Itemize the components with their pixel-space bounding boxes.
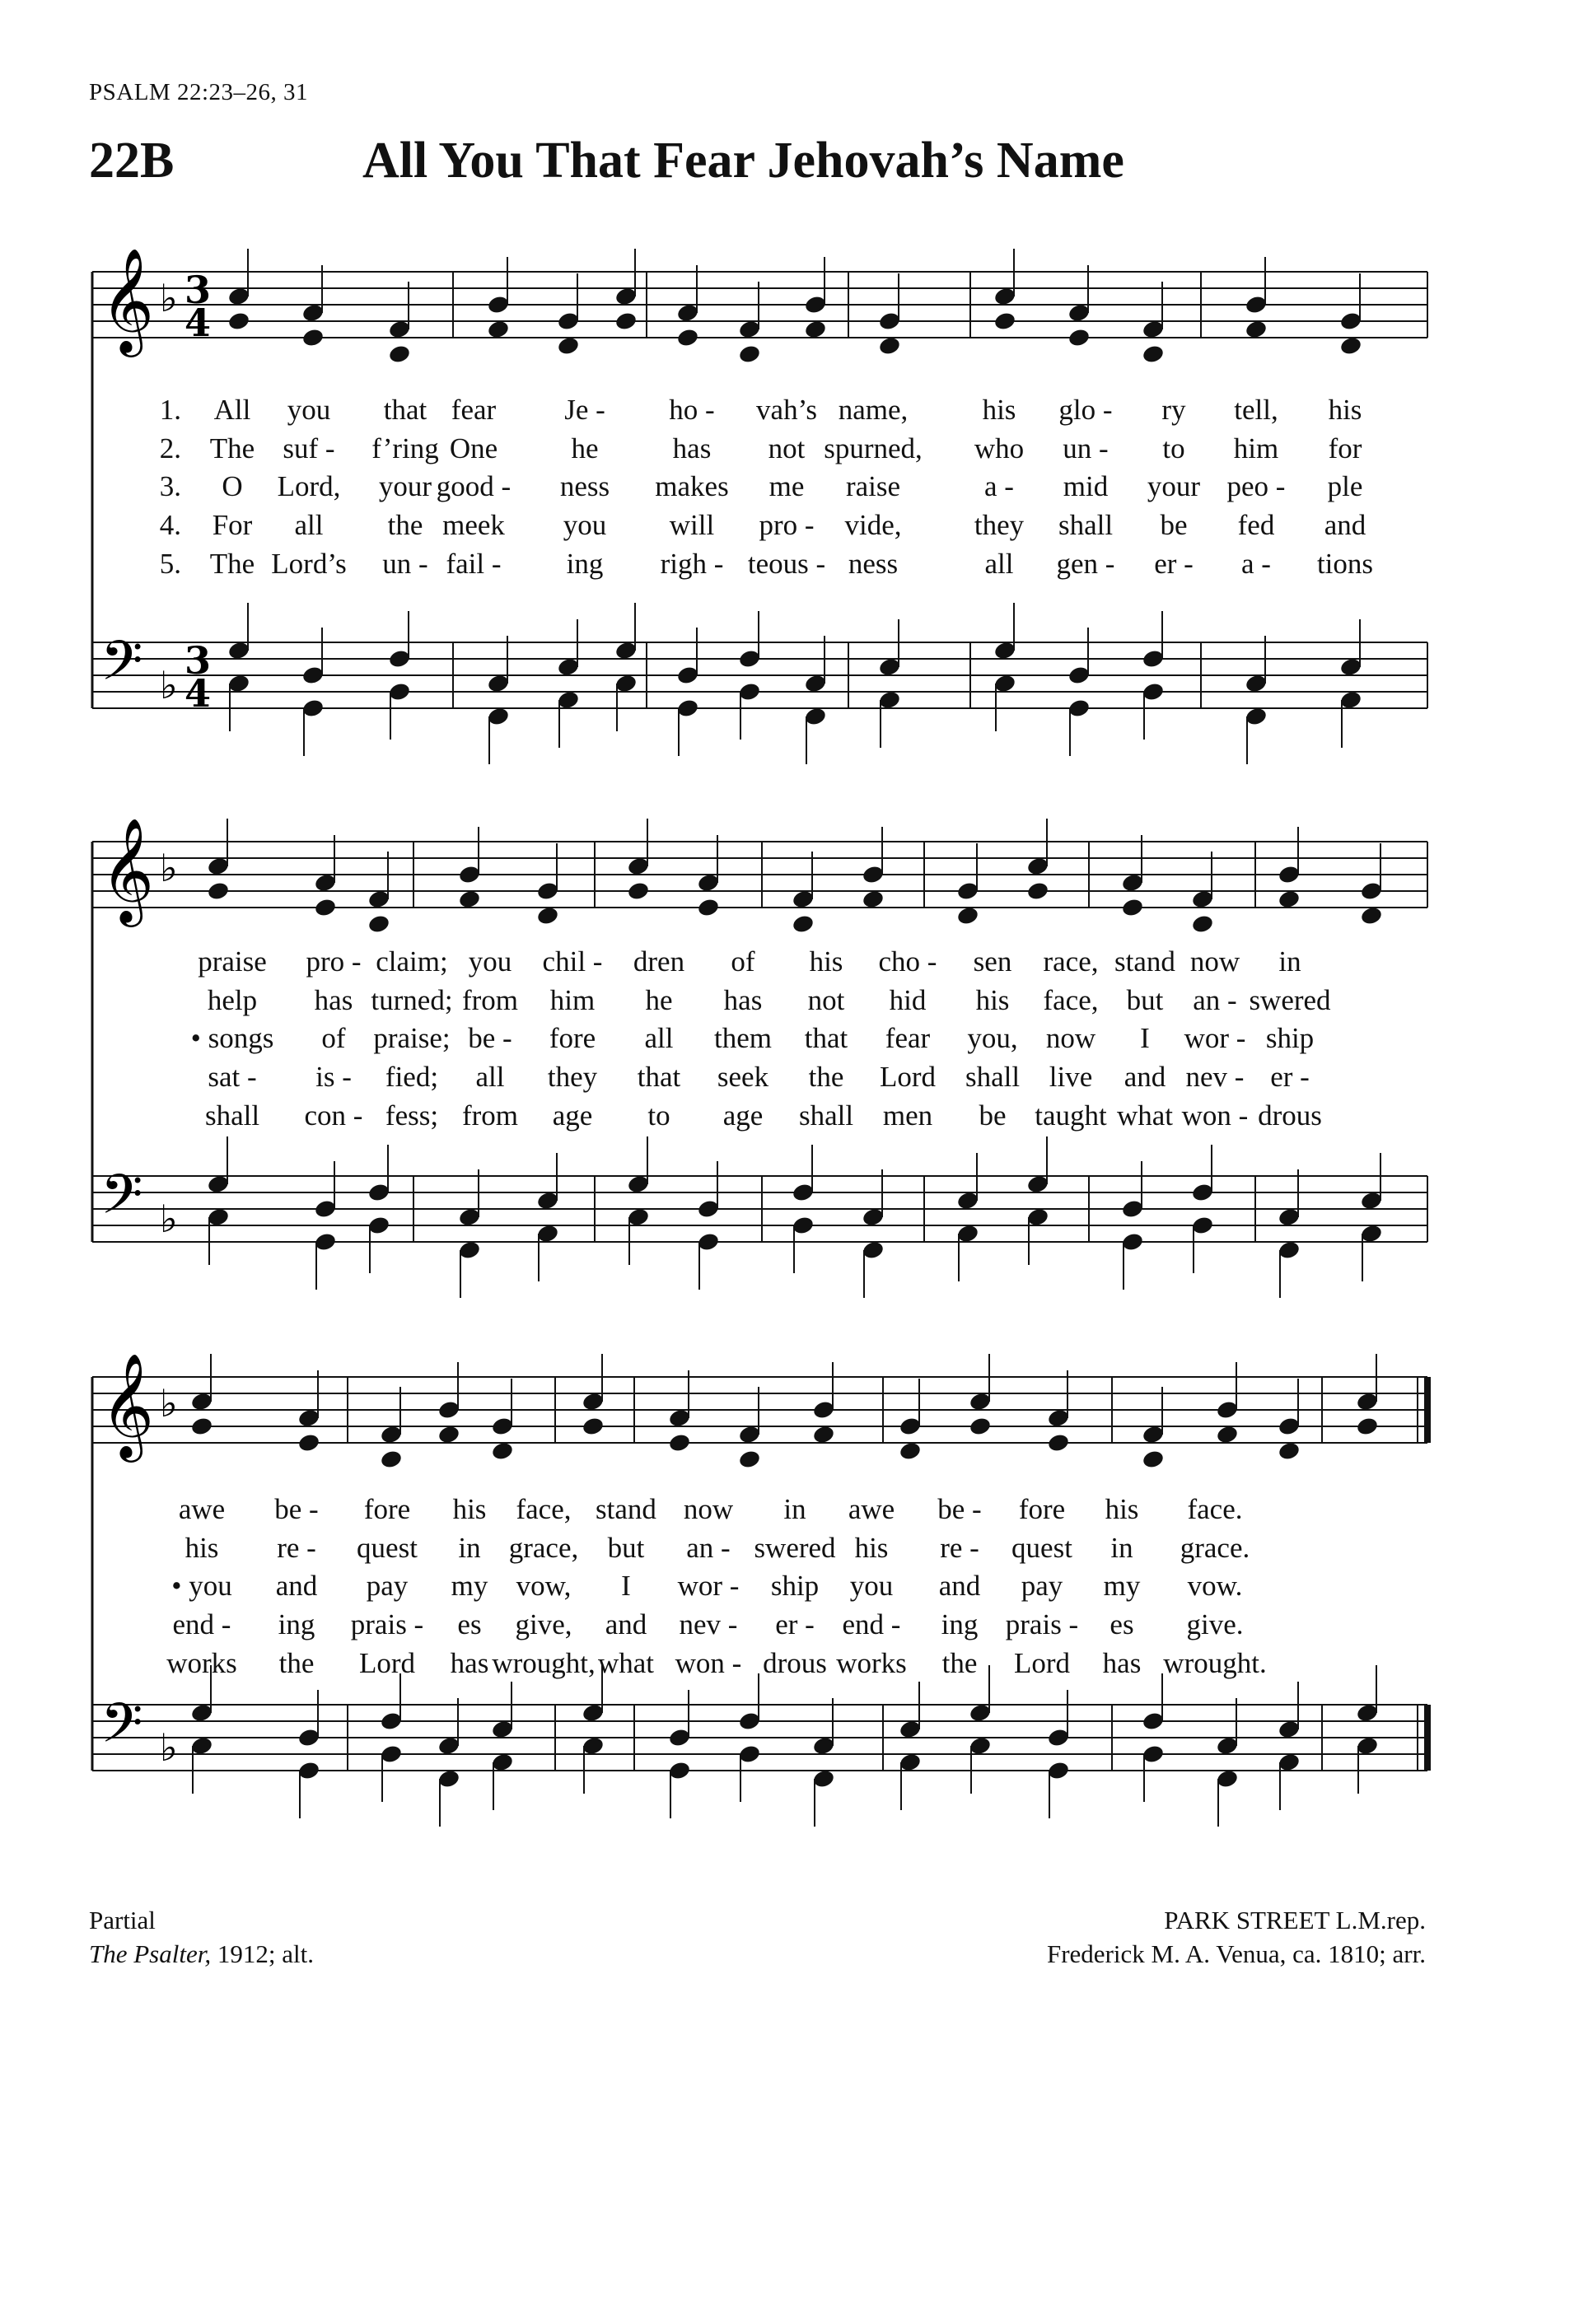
lyric-syllable: grace. bbox=[1180, 1532, 1250, 1564]
flat-key-signature-icon: ♭ bbox=[160, 276, 178, 320]
treble-clef-icon: 𝄞 bbox=[100, 817, 155, 922]
verse-number: 2. bbox=[159, 432, 181, 464]
lyric-syllable: teous - bbox=[747, 548, 826, 580]
alto-note bbox=[969, 1416, 993, 1436]
lyric-syllable: suf - bbox=[283, 432, 335, 464]
alto-note bbox=[1216, 1424, 1240, 1444]
lyric-syllable: works bbox=[836, 1647, 907, 1679]
lyric-syllable: and bbox=[275, 1570, 318, 1602]
lyric-syllable: Lord’s bbox=[271, 548, 347, 580]
lyric-syllable: Je - bbox=[564, 394, 605, 426]
footer-text-source bbox=[89, 1939, 314, 1969]
alto-note bbox=[614, 310, 638, 331]
alto-note bbox=[314, 897, 338, 917]
lyric-syllable: your bbox=[1147, 470, 1201, 502]
lyric-syllable: be - bbox=[937, 1493, 982, 1525]
bass-clef-icon: 𝄢 bbox=[100, 1163, 143, 1239]
lyric-syllable: will bbox=[669, 509, 715, 541]
lyric-syllable: age bbox=[552, 1099, 593, 1132]
alto-note bbox=[738, 1449, 762, 1469]
time-signature-bottom: 4 bbox=[185, 301, 212, 345]
flat-key-signature-icon: ♭ bbox=[160, 846, 178, 890]
lyric-syllable: all bbox=[294, 509, 324, 541]
verse-number: 3. bbox=[159, 470, 181, 502]
alto-note bbox=[1339, 335, 1363, 356]
lyric-syllable: all bbox=[984, 548, 1014, 580]
alto-note bbox=[458, 889, 482, 909]
lyric-syllable: fear bbox=[885, 1022, 931, 1054]
lyric-syllable: be - bbox=[274, 1493, 319, 1525]
lyric-syllable: wrought. bbox=[1163, 1647, 1267, 1679]
lyric-syllable: age bbox=[722, 1099, 764, 1132]
lyric-syllable: in bbox=[458, 1532, 481, 1564]
lyric-syllable: er - bbox=[1154, 548, 1194, 580]
lyric-syllable: quest bbox=[1011, 1532, 1072, 1564]
lyric-syllable: For bbox=[212, 509, 253, 541]
lyric-syllable: race, bbox=[1043, 945, 1099, 978]
lyric-syllable: pay bbox=[366, 1570, 409, 1602]
lyric-syllable: has bbox=[314, 984, 353, 1016]
lyric-syllable: mid bbox=[1063, 470, 1109, 502]
lyric-syllable: from bbox=[461, 984, 519, 1016]
alto-note bbox=[804, 319, 828, 339]
alto-note bbox=[697, 897, 721, 917]
lyric-syllable: tions bbox=[1316, 548, 1374, 580]
lyric-syllable: now bbox=[1045, 1022, 1096, 1054]
alto-note bbox=[812, 1424, 836, 1444]
bass-clef-icon: 𝄢 bbox=[100, 629, 143, 706]
alto-note bbox=[1245, 319, 1268, 339]
lyric-syllable: un - bbox=[1063, 432, 1109, 464]
lyric-syllable: face, bbox=[516, 1493, 572, 1525]
lyric-syllable: men bbox=[882, 1099, 933, 1132]
lyric-syllable: who bbox=[974, 432, 1025, 464]
lyric-syllable: fear bbox=[451, 394, 497, 426]
lyric-syllable: con - bbox=[304, 1099, 363, 1132]
lyric-syllable: his bbox=[809, 945, 843, 978]
lyric-syllable: • you bbox=[171, 1570, 232, 1602]
lyric-syllable: ness bbox=[848, 548, 899, 580]
lyric-syllable: his bbox=[975, 984, 1010, 1016]
lyric-syllable: live bbox=[1049, 1061, 1093, 1093]
time-signature-top: 3 bbox=[185, 638, 212, 683]
lyric-syllable: him bbox=[549, 984, 596, 1016]
lyric-syllable: vow, bbox=[516, 1570, 572, 1602]
lyric-syllable: sen bbox=[973, 945, 1012, 978]
verse-number: 4. bbox=[159, 509, 181, 541]
lyric-syllable: righ - bbox=[660, 548, 724, 580]
lyric-syllable: and bbox=[605, 1608, 647, 1640]
lyric-syllable: nev - bbox=[1185, 1061, 1245, 1093]
lyric-syllable: now bbox=[1189, 945, 1240, 978]
lyric-syllable: an - bbox=[1193, 984, 1237, 1016]
lyric-syllable: fore bbox=[549, 1022, 596, 1054]
lyric-syllable: that bbox=[637, 1061, 681, 1093]
footer-composer: Frederick M. A. Venua, ca. 1810; arr. bbox=[1046, 1939, 1426, 1968]
alto-note bbox=[1067, 327, 1091, 348]
lyric-syllable: is - bbox=[315, 1061, 352, 1093]
lyric-syllable: his bbox=[854, 1532, 889, 1564]
lyric-syllable: not bbox=[807, 984, 845, 1016]
lyric-syllable: fed bbox=[1237, 509, 1275, 541]
lyric-syllable: er - bbox=[1270, 1061, 1310, 1093]
alto-note bbox=[1121, 897, 1145, 917]
lyric-syllable: his bbox=[1328, 394, 1362, 426]
time-signature-bottom: 4 bbox=[185, 671, 212, 716]
alto-note bbox=[536, 905, 560, 926]
lyric-syllable: name, bbox=[838, 394, 909, 426]
lyric-syllable: be bbox=[1160, 509, 1188, 541]
flat-key-signature-icon: ♭ bbox=[160, 1381, 178, 1426]
lyric-syllable: fore bbox=[363, 1493, 411, 1525]
lyric-syllable: drous bbox=[1258, 1099, 1322, 1132]
lyric-syllable: glo - bbox=[1058, 394, 1113, 426]
lyric-syllable: nev - bbox=[679, 1608, 738, 1640]
lyric-syllable: the bbox=[387, 509, 423, 541]
lyric-syllable: drous bbox=[763, 1647, 827, 1679]
lyric-syllable: fail - bbox=[446, 548, 502, 580]
lyric-syllable: hid bbox=[889, 984, 927, 1016]
alto-note bbox=[1278, 889, 1301, 909]
lyric-syllable: swered bbox=[754, 1532, 836, 1564]
alto-note bbox=[487, 319, 511, 339]
alto-note bbox=[878, 335, 902, 356]
lyric-syllable: but bbox=[607, 1532, 645, 1564]
lyric-syllable: his bbox=[452, 1493, 487, 1525]
alto-note bbox=[227, 310, 251, 331]
lyric-syllable: and bbox=[1124, 1061, 1166, 1093]
alto-note bbox=[380, 1449, 404, 1469]
lyric-syllable: of bbox=[321, 1022, 346, 1054]
lyric-syllable: the bbox=[941, 1647, 978, 1679]
lyric-syllable: swered bbox=[1249, 984, 1331, 1016]
lyric-syllable: • songs bbox=[190, 1022, 274, 1054]
alto-note bbox=[207, 880, 231, 901]
lyric-syllable: what bbox=[1116, 1099, 1174, 1132]
flat-key-signature-icon: ♭ bbox=[160, 1725, 178, 1770]
lyric-syllable: Lord, bbox=[277, 470, 341, 502]
lyric-syllable: in bbox=[783, 1493, 806, 1525]
lyric-syllable: vide, bbox=[844, 509, 902, 541]
lyric-syllable: ing bbox=[566, 548, 604, 580]
alto-note bbox=[1360, 905, 1384, 926]
lyric-syllable: all bbox=[475, 1061, 505, 1093]
lyric-syllable: fess; bbox=[385, 1099, 439, 1132]
lyric-syllable: spurned, bbox=[824, 432, 923, 464]
lyric-syllable: shall bbox=[204, 1099, 260, 1132]
lyric-syllable: tell, bbox=[1234, 394, 1278, 426]
lyric-syllable: re - bbox=[940, 1532, 979, 1564]
lyric-syllable: and bbox=[938, 1570, 981, 1602]
lyric-syllable: pro - bbox=[759, 509, 815, 541]
lyric-syllable: an - bbox=[686, 1532, 731, 1564]
lyric-syllable: ple bbox=[1327, 470, 1363, 502]
alto-note bbox=[738, 343, 762, 364]
alto-note bbox=[899, 1440, 923, 1461]
lyric-syllable: they bbox=[974, 509, 1025, 541]
lyric-syllable: shall bbox=[965, 1061, 1021, 1093]
lyric-syllable: stand bbox=[596, 1493, 656, 1525]
treble-clef-icon: 𝄞 bbox=[100, 247, 155, 352]
lyric-syllable: es bbox=[1110, 1608, 1134, 1640]
lyric-syllable: in bbox=[1278, 945, 1301, 978]
lyric-syllable: be - bbox=[468, 1022, 512, 1054]
lyric-syllable: grace, bbox=[508, 1532, 579, 1564]
alto-note bbox=[437, 1424, 461, 1444]
lyric-syllable: un - bbox=[382, 548, 428, 580]
lyric-syllable: awe bbox=[848, 1493, 895, 1525]
lyric-syllable: wrought, bbox=[492, 1647, 596, 1679]
lyric-syllable: good - bbox=[436, 470, 512, 502]
lyric-syllable: prais - bbox=[350, 1608, 424, 1640]
footer-tune-name: PARK STREET L.M.rep. bbox=[1164, 1906, 1426, 1934]
lyric-syllable: stand bbox=[1114, 945, 1175, 978]
lyric-syllable: quest bbox=[357, 1532, 418, 1564]
alto-note bbox=[676, 327, 700, 348]
lyric-syllable: The bbox=[209, 432, 255, 464]
alto-note bbox=[1142, 1449, 1166, 1469]
lyric-syllable: ing bbox=[941, 1608, 979, 1640]
hymn-number: 22B bbox=[89, 133, 175, 189]
lyric-syllable: give. bbox=[1186, 1608, 1244, 1640]
alto-note bbox=[557, 335, 581, 356]
alto-note bbox=[1278, 1440, 1301, 1461]
lyric-syllable: chil - bbox=[542, 945, 603, 978]
lyric-syllable: raise bbox=[845, 470, 901, 502]
lyric-syllable: awe bbox=[178, 1493, 226, 1525]
lyric-syllable: end - bbox=[842, 1608, 901, 1640]
lyric-syllable: The bbox=[209, 548, 255, 580]
lyric-syllable: him bbox=[1233, 432, 1279, 464]
lyric-syllable: you, bbox=[967, 1022, 1018, 1054]
footer-partial: Partial bbox=[89, 1906, 156, 1934]
lyric-syllable: I bbox=[1140, 1022, 1150, 1054]
lyric-syllable: not bbox=[768, 432, 806, 464]
alto-note bbox=[993, 310, 1017, 331]
lyric-syllable: turned; bbox=[371, 984, 453, 1016]
lyric-syllable: end - bbox=[172, 1608, 231, 1640]
lyric-syllable: vow. bbox=[1187, 1570, 1243, 1602]
lyric-syllable: from bbox=[461, 1099, 519, 1132]
alto-note bbox=[367, 913, 391, 934]
alto-note bbox=[1142, 343, 1166, 364]
flat-key-signature-icon: ♭ bbox=[160, 663, 178, 707]
alto-note bbox=[491, 1440, 515, 1461]
lyric-syllable: the bbox=[278, 1647, 315, 1679]
lyric-syllable: ho - bbox=[669, 394, 715, 426]
lyric-syllable: of bbox=[731, 945, 755, 978]
alto-note bbox=[862, 889, 885, 909]
lyric-syllable: wor - bbox=[1184, 1022, 1246, 1054]
lyric-syllable: my bbox=[1103, 1570, 1141, 1602]
lyric-syllable: vah’s bbox=[756, 394, 817, 426]
psalm-reference: PSALM 22:23–26, 31 bbox=[89, 79, 309, 105]
lyric-syllable: dren bbox=[633, 945, 685, 978]
lyric-syllable: Lord bbox=[1013, 1647, 1071, 1679]
lyric-syllable: won - bbox=[1181, 1099, 1249, 1132]
lyric-syllable: to bbox=[1162, 432, 1185, 464]
lyric-syllable: Lord bbox=[879, 1061, 937, 1093]
lyric-syllable: has bbox=[1102, 1647, 1142, 1679]
lyric-syllable: ship bbox=[770, 1570, 820, 1602]
lyric-syllable: ness bbox=[559, 470, 610, 502]
lyric-syllable: ry bbox=[1161, 394, 1186, 426]
treble-clef-icon: 𝄞 bbox=[100, 1352, 155, 1458]
lyric-syllable: that bbox=[804, 1022, 848, 1054]
alto-note bbox=[1047, 1432, 1071, 1453]
lyric-syllable: gen - bbox=[1056, 548, 1115, 580]
alto-note bbox=[388, 343, 412, 364]
footer-source-title: The Psalter, bbox=[89, 1939, 212, 1968]
lyric-syllable: wor - bbox=[677, 1570, 740, 1602]
lyric-syllable: now bbox=[683, 1493, 734, 1525]
lyric-syllable: claim; bbox=[376, 945, 448, 978]
lyric-syllable: has bbox=[672, 432, 712, 464]
lyric-syllable: for bbox=[1328, 432, 1362, 464]
alto-note bbox=[627, 880, 651, 901]
lyric-syllable: he bbox=[571, 432, 599, 464]
lyric-syllable: Lord bbox=[358, 1647, 416, 1679]
lyric-syllable: I bbox=[621, 1570, 631, 1602]
lyric-syllable: praise bbox=[198, 945, 267, 978]
alto-note bbox=[582, 1416, 605, 1436]
bass-clef-icon: 𝄢 bbox=[100, 1692, 143, 1768]
lyric-syllable: you bbox=[563, 509, 607, 541]
lyric-syllable: One bbox=[449, 432, 498, 464]
alto-note bbox=[301, 327, 325, 348]
lyric-syllable: er - bbox=[775, 1608, 815, 1640]
alto-note bbox=[668, 1432, 692, 1453]
alto-note bbox=[1191, 913, 1215, 934]
lyric-syllable: prais - bbox=[1005, 1608, 1079, 1640]
alto-note bbox=[1026, 880, 1050, 901]
footer-source-rest: 1912; alt. bbox=[211, 1939, 314, 1968]
lyric-syllable: pro - bbox=[306, 945, 362, 978]
lyric-syllable: his bbox=[982, 394, 1016, 426]
lyric-syllable: es bbox=[457, 1608, 482, 1640]
lyric-syllable: help bbox=[207, 984, 258, 1016]
lyric-syllable: pay bbox=[1021, 1570, 1063, 1602]
alto-note bbox=[1356, 1416, 1380, 1436]
verse-number: 5. bbox=[159, 548, 181, 580]
lyric-syllable: fore bbox=[1018, 1493, 1066, 1525]
flat-key-signature-icon: ♭ bbox=[160, 1197, 178, 1241]
lyric-syllable: you bbox=[287, 394, 331, 426]
lyric-syllable: re - bbox=[277, 1532, 316, 1564]
lyric-syllable: a - bbox=[984, 470, 1014, 502]
lyric-syllable: has bbox=[450, 1647, 489, 1679]
lyric-syllable: your bbox=[378, 470, 432, 502]
alto-note bbox=[956, 905, 980, 926]
lyric-syllable: them bbox=[714, 1022, 772, 1054]
time-signature-top: 3 bbox=[185, 268, 212, 312]
lyric-syllable: a - bbox=[1241, 548, 1271, 580]
lyric-syllable: shall bbox=[1058, 509, 1114, 541]
lyric-syllable: the bbox=[808, 1061, 844, 1093]
lyric-syllable: taught bbox=[1035, 1099, 1107, 1132]
lyric-syllable: seek bbox=[717, 1061, 769, 1093]
lyric-syllable: face. bbox=[1187, 1493, 1243, 1525]
lyric-syllable: give, bbox=[515, 1608, 572, 1640]
lyric-syllable: that bbox=[383, 394, 427, 426]
hymn-title: All You That Fear Jehovah’s Name bbox=[362, 133, 1124, 189]
lyric-syllable: sat - bbox=[208, 1061, 257, 1093]
lyric-syllable: has bbox=[723, 984, 763, 1016]
lyric-syllable: ship bbox=[1265, 1022, 1315, 1054]
verse-number: 1. bbox=[159, 394, 181, 426]
lyric-syllable: O bbox=[222, 470, 243, 502]
lyric-syllable: fied; bbox=[385, 1061, 439, 1093]
lyric-syllable: shall bbox=[798, 1099, 854, 1132]
lyric-syllable: makes bbox=[655, 470, 729, 502]
lyric-syllable: his bbox=[1105, 1493, 1139, 1525]
lyric-syllable: cho - bbox=[878, 945, 937, 978]
lyric-syllable: but bbox=[1126, 984, 1164, 1016]
alto-note bbox=[297, 1432, 321, 1453]
lyric-syllable: and bbox=[1324, 509, 1366, 541]
lyric-syllable: all bbox=[644, 1022, 674, 1054]
lyric-syllable: works bbox=[166, 1647, 237, 1679]
lyric-syllable: won - bbox=[675, 1647, 742, 1679]
lyric-syllable: meek bbox=[442, 509, 505, 541]
lyric-syllable: you bbox=[468, 945, 512, 978]
lyric-syllable: they bbox=[547, 1061, 598, 1093]
lyric-syllable: he bbox=[645, 984, 673, 1016]
alto-note bbox=[190, 1416, 214, 1436]
lyric-syllable: me bbox=[768, 470, 805, 502]
lyric-syllable: All bbox=[213, 394, 251, 426]
lyric-syllable: my bbox=[451, 1570, 488, 1602]
lyric-syllable: face, bbox=[1043, 984, 1099, 1016]
alto-note bbox=[792, 913, 815, 934]
lyric-syllable: in bbox=[1110, 1532, 1133, 1564]
lyric-syllable: to bbox=[647, 1099, 670, 1132]
lyric-syllable: ing bbox=[278, 1608, 315, 1640]
lyric-syllable: praise; bbox=[373, 1022, 451, 1054]
lyric-syllable: peo - bbox=[1226, 470, 1286, 502]
lyric-syllable: his bbox=[185, 1532, 219, 1564]
lyric-syllable: f’ring bbox=[371, 432, 439, 464]
lyric-syllable: you bbox=[849, 1570, 894, 1602]
lyric-syllable: what bbox=[597, 1647, 655, 1679]
lyric-syllable: be bbox=[979, 1099, 1007, 1132]
